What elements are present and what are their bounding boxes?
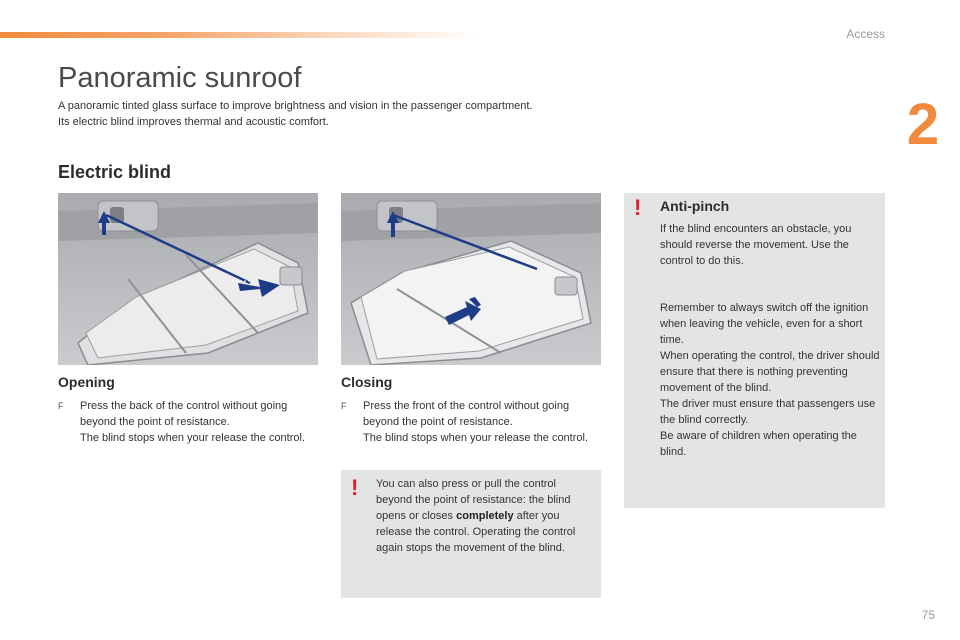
section-name: Access [846, 27, 885, 41]
closing-line: The blind stops when your release the control. [363, 432, 589, 444]
bullet-icon: F [58, 401, 64, 411]
intro-line: A panoramic tinted glass surface to improve brightness and vision in the passenger compartment. [58, 100, 533, 112]
note-text-part: You can also press or pull the control beyond the point of resistance: the blind opens or closes [376, 478, 571, 522]
safety-line: The driver must ensure that passengers use the blind correctly. [660, 398, 876, 426]
safety-line: When operating the control, the driver should ensure that there is nothing preventing movement of the blind. [660, 350, 880, 394]
safety-reminder [660, 300, 882, 460]
opening-line: Press the back of the control without going beyond the point of resistance. [80, 400, 288, 428]
opening-illustration [58, 193, 318, 365]
intro-line: Its electric blind improves thermal and acoustic comfort. [58, 116, 329, 128]
header-accent-bar [0, 32, 480, 38]
opening-title: Opening [58, 374, 115, 390]
page-title: Panoramic sunroof [58, 62, 302, 94]
note-text-part: after you release the control. Operating the control again stops the movement of the blind. [376, 510, 576, 554]
chapter-number: 2 [906, 92, 940, 157]
safety-line: Remember to always switch off the ignition when leaving the vehicle, even for a short time. [660, 302, 869, 346]
closing-illustration [341, 193, 601, 365]
note-text-bold: completely [456, 510, 514, 522]
anti-pinch-box [624, 193, 885, 508]
opening-line: The blind stops when your release the control. [80, 432, 306, 444]
warning-icon: ! [351, 475, 359, 500]
closing-title: Closing [341, 374, 393, 390]
anti-pinch-paragraph: If the blind encounters an obstacle, you should reverse the movement. Use the control to do this. [660, 223, 852, 267]
section-subtitle: Electric blind [58, 162, 172, 182]
closing-line: Press the front of the control without going beyond the point of resistance. [363, 400, 570, 428]
safety-line: Be aware of children when operating the blind. [660, 430, 857, 458]
bullet-icon: F [341, 401, 347, 411]
closing-text [341, 398, 591, 446]
warning-icon: ! [634, 195, 642, 220]
intro-text [58, 98, 618, 130]
info-note-box [341, 470, 601, 598]
opening-text [58, 398, 308, 446]
anti-pinch-title: Anti-pinch [660, 198, 730, 214]
page-number: 75 [921, 608, 935, 622]
note-text [376, 476, 594, 556]
